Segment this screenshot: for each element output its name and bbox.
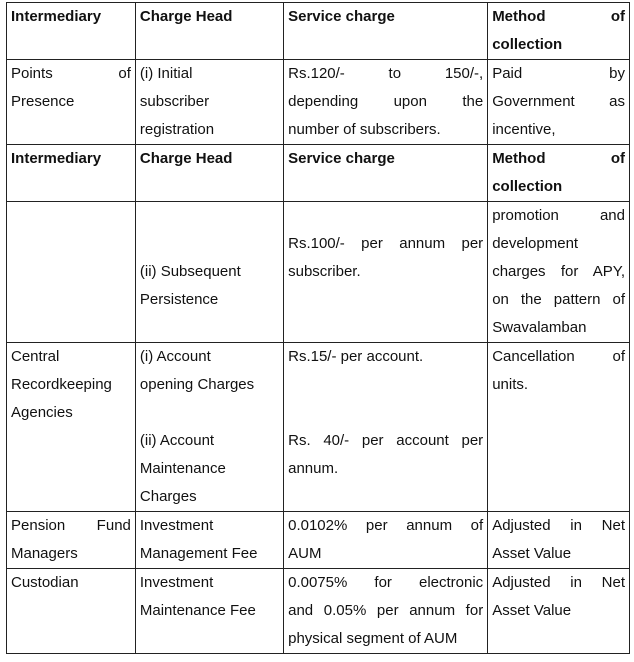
table-row: [7, 343, 630, 512]
cell-method: Cancellation of units.: [488, 343, 630, 512]
table-row: [7, 202, 630, 343]
cell-method: Adjusted in Net Asset Value: [488, 512, 630, 569]
header-row-repeat: [7, 145, 630, 202]
header-method: Method of collection: [488, 145, 630, 202]
cell-charge-head: Investment Maintenance Fee: [135, 569, 283, 654]
cell-intermediary: [7, 202, 136, 343]
cell-service-charge: Rs.15/- per account. Rs. 40/- per account per annum.: [284, 343, 488, 512]
cell-charge-head: Investment Management Fee: [135, 512, 283, 569]
cell-service-charge: 0.0102% per annum of AUM: [284, 512, 488, 569]
header-service-charge: Service charge: [284, 3, 488, 60]
table-row: [7, 569, 630, 654]
header-charge-head: Charge Head: [135, 3, 283, 60]
table-row: [7, 512, 630, 569]
charges-table: [6, 2, 630, 654]
cell-method: promotion and development charges for APY, on the pattern of Swavalamban: [488, 202, 630, 343]
header-row: [7, 3, 630, 60]
header-method: Method of collection: [488, 3, 630, 60]
cell-method: Adjusted in Net Asset Value: [488, 569, 630, 654]
cell-service-charge: Rs.120/- to 150/-, depending upon the number of subscribers.: [284, 60, 488, 145]
cell-service-charge: 0.0075% for electronic and 0.05% per annum for physical segment of AUM: [284, 569, 488, 654]
table-row: [7, 60, 630, 145]
cell-intermediary: Points of Presence: [7, 60, 136, 145]
header-intermediary: Intermediary: [7, 145, 136, 202]
cell-charge-head: (i) Initial subscriber registration: [135, 60, 283, 145]
header-intermediary: Intermediary: [7, 3, 136, 60]
cell-charge-head: (ii) Subsequent Persistence: [135, 202, 283, 343]
header-charge-head: Charge Head: [135, 145, 283, 202]
cell-intermediary: Custodian: [7, 569, 136, 654]
cell-method: Paid by Government as incentive,: [488, 60, 630, 145]
cell-service-charge: Rs.100/- per annum per subscriber.: [284, 202, 488, 343]
header-service-charge: Service charge: [284, 145, 488, 202]
cell-intermediary: Pension Fund Managers: [7, 512, 136, 569]
cell-charge-head: (i) Account opening Charges (ii) Account Maintenance Charges: [135, 343, 283, 512]
cell-intermediary: Central Recordkeeping Agencies: [7, 343, 136, 512]
